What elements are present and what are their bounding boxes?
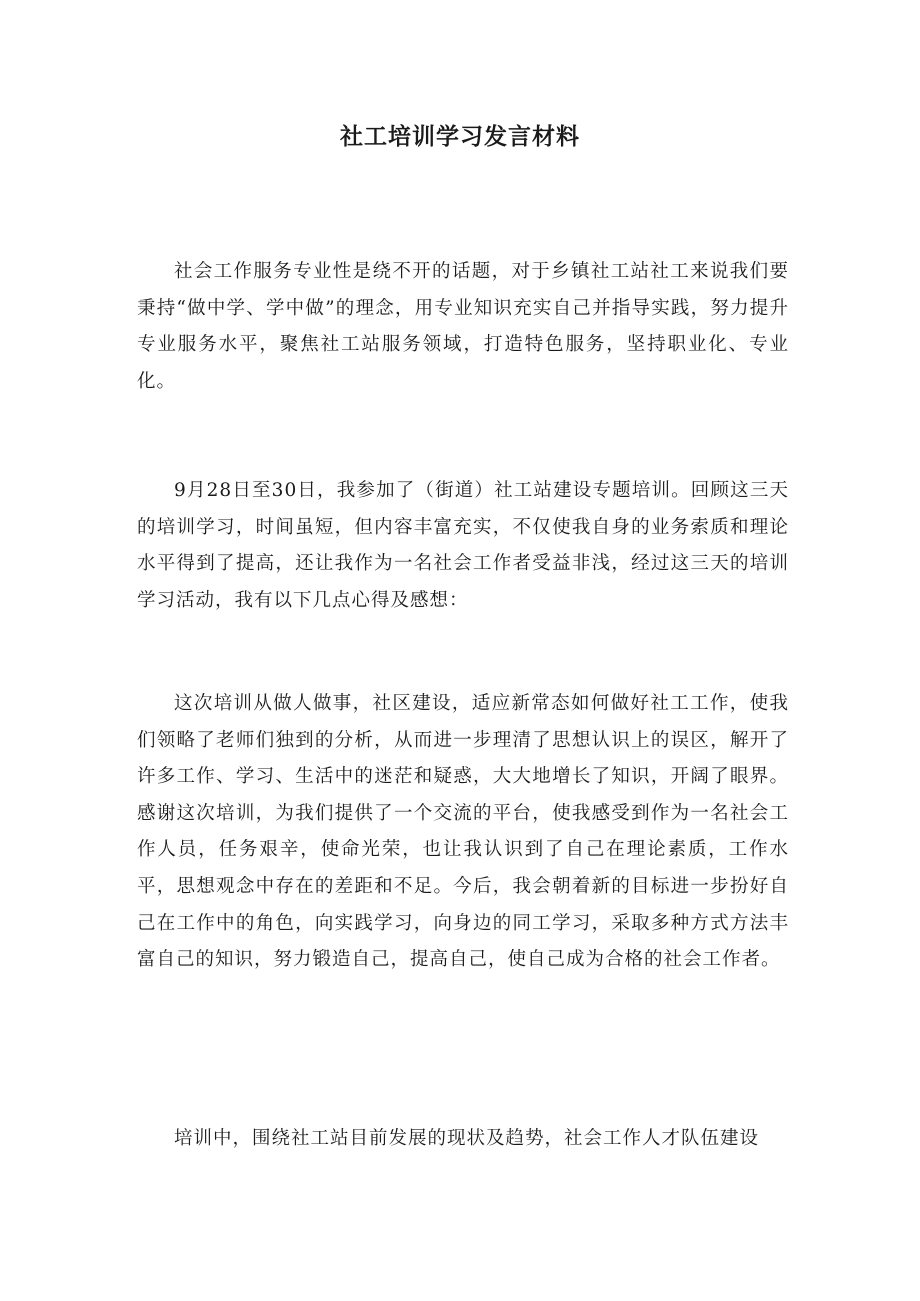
paragraph-1: 社会工作服务专业性是绕不开的话题，对于乡镇社工站社工来说我们要秉持“做中学、学中做”的理念，用专业知识充实自己并指导实践，努力提升专业服务水平，聚焦社工站服务领域，打造特色服务，坚持职业化、专业化。 [137, 261, 789, 392]
paragraph-4: 培训中，围绕社工站目前发展的现状及趋势，社会工作人才队伍建设 [174, 1128, 760, 1149]
paragraph-3: 这次培训从做人做事，社区建设，适应新常态如何做好社工工作，使我们领略了老师们独到的分析，从而进一步理清了思想认识上的误区，解开了许多工作、学习、生活中的迷茫和疑惑，大大地增长了知识，开阔了眼界。感谢这次培训，为我们提供了一个交流的平台，使我感受到作为一名社会工作人员，任务艰辛，使命光荣，也让我认识到了自己在理论素质，工作水平，思想观念中存在的差距和不足。今后，我会朝着新的目标进一步扮好自己在工作中的角色，向实践学习，向身边的同工学习，采取多种方式方法丰富自己的知识，努力锻造自己，提高自己，使自己成为合格的社会工作者。 [137, 693, 789, 971]
paragraph-2: 9月28日至30日，我参加了（街道）社工站建设专题培训。回顾这三天的培训学习，时间虽短，但内容丰富充实，不仅使我自身的业务索质和理论水平得到了提高，还让我作为一名社会工作者受益非浅，经过这三天的培训学习活动，我有以下几点心得及感想： [137, 480, 789, 611]
document-title: 社工培训学习发言材料 [340, 124, 580, 150]
